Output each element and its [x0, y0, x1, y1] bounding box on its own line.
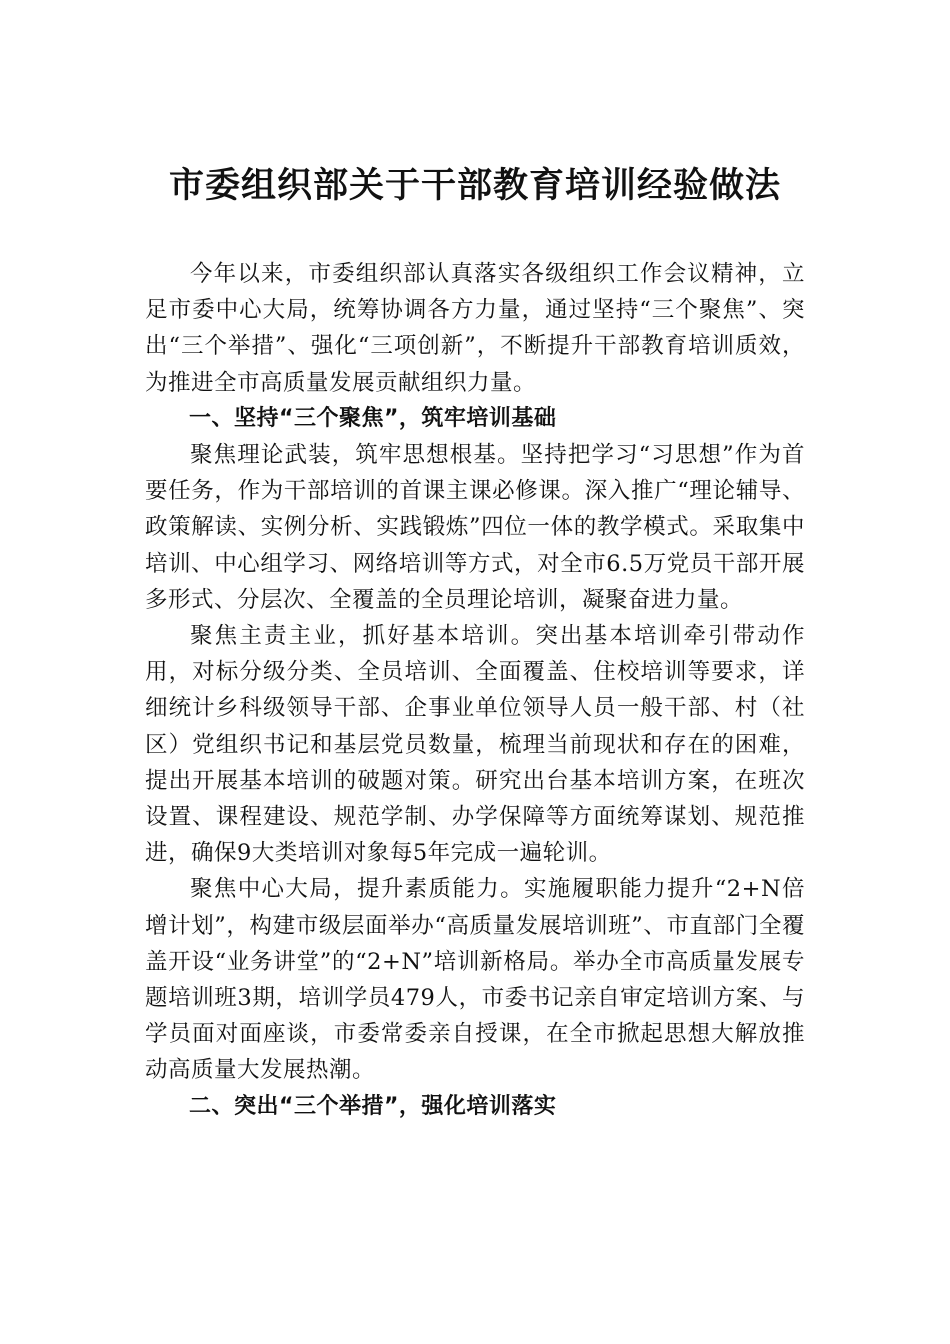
document-body	[145, 256, 805, 1125]
intro-paragraph: 今年以来，市委组织部认真落实各级组织工作会议精神，立足市委中心大局，统筹协调各方力量，通过坚持“三个聚焦”、突出“三个举措”、强化“三项创新”，不断提升干部教育培训质效，为推进全市高质量发展贡献组织力量。	[145, 261, 805, 396]
section-heading-1: 一、坚持“三个聚焦”，筑牢培训基础	[189, 405, 557, 431]
body-paragraph: 聚焦主责主业，抓好基本培训。突出基本培训牵引带动作用，对标分级分类、全员培训、全面覆盖、住校培训等要求，详细统计乡科级领导干部、企事业单位领导人员一般干部、村（社区）党组织书记和基层党员数量，梳理当前现状和存在的困难，提出开展基本培训的破题对策。研究出台基本培训方案，在班次设置、课程建设、规范学制、办学保障等方面统筹谋划、规范推进，确保9大类培训对象每5年完成一遍轮训。	[145, 623, 805, 867]
document-title: 市委组织部关于干部教育培训经验做法	[168, 165, 781, 206]
body-paragraph: 聚焦理论武装，筑牢思想根基。坚持把学习“习思想”作为首要任务，作为干部培训的首课主课必修课。深入推广“理论辅导、政策解读、实例分析、实践锻炼”四位一体的教学模式。采取集中培训、中心组学习、网络培训等方式，对全市6.5万党员干部开展多形式、分层次、全覆盖的全员理论培训，凝聚奋进力量。	[145, 442, 805, 613]
body-paragraph: 聚焦中心大局，提升素质能力。实施履职能力提升“2+N倍增计划”，构建市级层面举办“高质量发展培训班”、市直部门全覆盖开设“业务讲堂”的“2+N”培训新格局。举办全市高质量发展专题培训班3期，培训学员479人，市委书记亲自审定培训方案、与学员面对面座谈，市委常委亲自授课，在全市掀起思想大解放推动高质量大发展热潮。	[145, 876, 805, 1084]
section-heading-2: 二、突出“三个举措”，强化培训落实	[189, 1093, 557, 1119]
